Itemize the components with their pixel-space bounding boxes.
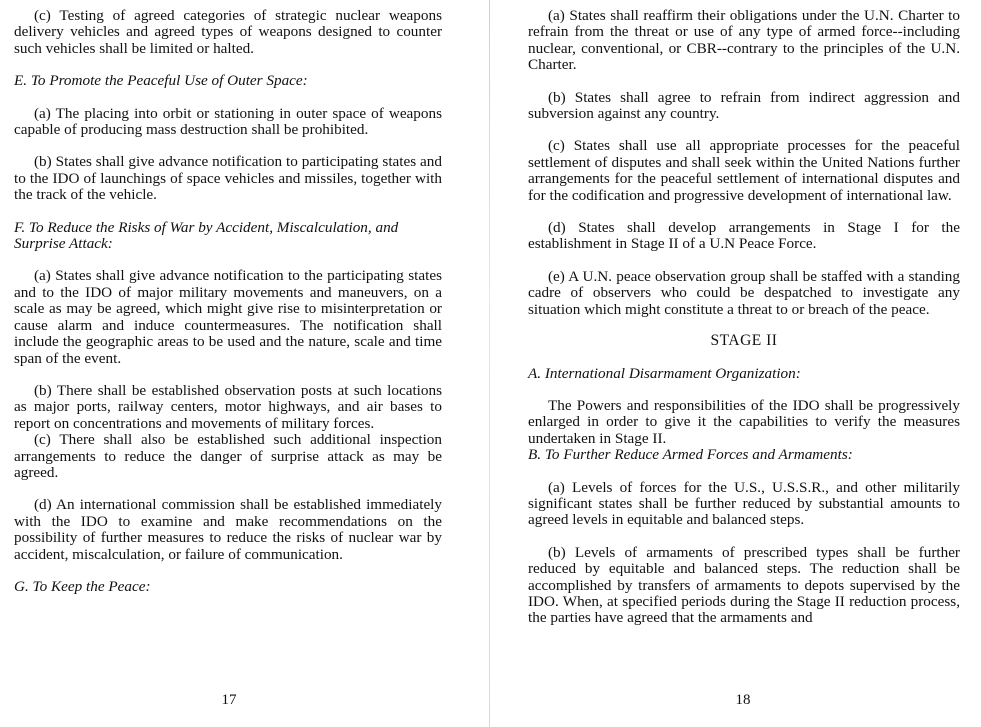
paragraph-g-a: (a) States shall reaffirm their obligations under the U.N. Charter to refrain from the threat or use of any type of armed force--including nuclear, conventional, or CBR--contrary to the principles of the U.N. Charter. — [528, 7, 960, 74]
section-heading-g: G. To Keep the Peace: — [14, 577, 151, 595]
left-page — [0, 0, 490, 727]
paragraph-f-a: (a) States shall give advance notification to the participating states and to the IDO of major military movements and maneuvers, on a scale as may be agreed, which might give rise to misinterpretation or cause alarm and induce countermeasures. The notification shall include the geographic areas to be used and the nature, scale and time span of the event. — [14, 267, 442, 367]
stage-heading: STAGE II — [710, 332, 778, 350]
paragraph-f-c: (c) There shall also be established such additional inspection arrangements to reduce the danger of surprise attack as may be agreed. — [14, 431, 442, 481]
paragraph-b-b: (b) Levels of armaments of prescribed types shall be further reduced by equitable and balanced steps. The reduction shall be accomplished by transfers of armaments to depots supervised by the IDO. When, at specified periods during the Stage II reduction process, the parties have agreed that the armaments and — [528, 543, 960, 627]
section-heading-b: B. To Further Reduce Armed Forces and Armaments: — [528, 446, 853, 464]
paragraph-g-d: (d) States shall develop arrangements in Stage I for the establishment in Stage II of a U.N Peace Force. — [528, 219, 960, 253]
paragraph-g-e: (e) A U.N. peace observation group shall be staffed with a standing cadre of observers who could be despatched to investigate any situation which might constitute a threat to or breach of the peace. — [528, 267, 960, 318]
paragraph-b-a: (a) Levels of forces for the U.S., U.S.S.R., and other militarily significant states shall be further reduced by substantial amounts to agreed levels in equitable and balanced steps. — [528, 478, 960, 529]
right-page-text-column — [528, 8, 960, 627]
right-page — [491, 0, 981, 727]
page-number: 18 — [735, 692, 751, 708]
left-page-text-column — [14, 8, 442, 595]
paragraph-f-d: (d) An international commission shall be established immediately with the IDO to examine and make recommendations on the possibility of further measures to reduce the risks of nuclear war by accident, miscalculation, or failure of communication. — [14, 496, 442, 563]
paragraph-c-testing: (c) Testing of agreed categories of strategic nuclear weapons delivery vehicles and agreed types of weapons designed to counter such vehicles shall be limited or halted. — [14, 7, 442, 57]
paragraph-e-b: (b) States shall give advance notification to participating states and to the IDO of launchings of space vehicles and missiles, together with the track of the vehicle. — [14, 153, 442, 204]
paragraph-a-text: The Powers and responsibilities of the IDO shall be progressively enlarged in order to give it the capabilities to verify the measures undertaken in Stage II. — [528, 396, 960, 447]
paragraph-g-c: (c) States shall use all appropriate processes for the peaceful settlement of disputes and shall seek within the United Nations further arrangements for the peaceful settlement of international disputes and for the codification and progressive development of international law. — [528, 137, 960, 204]
book-gutter — [489, 0, 490, 727]
paragraph-f-b: (b) There shall be established observation posts at such locations as major ports, railway centers, motor highways, and air bases to report on concentrations and movements of military forces. — [14, 381, 442, 432]
paragraph-g-b: (b) States shall agree to refrain from indirect aggression and subversion against any country. — [528, 88, 960, 123]
section-heading-a: A. International Disarmament Organization: — [528, 364, 801, 382]
section-heading-e: E. To Promote the Peaceful Use of Outer Space: — [14, 72, 308, 90]
paragraph-e-a: (a) The placing into orbit or stationing in outer space of weapons capable of producing mass destruction shall be prohibited. — [14, 104, 442, 139]
page-number: 17 — [221, 692, 237, 708]
section-heading-f: F. To Reduce the Risks of War by Accident, Miscalculation, and Surprise Attack: — [14, 218, 399, 253]
